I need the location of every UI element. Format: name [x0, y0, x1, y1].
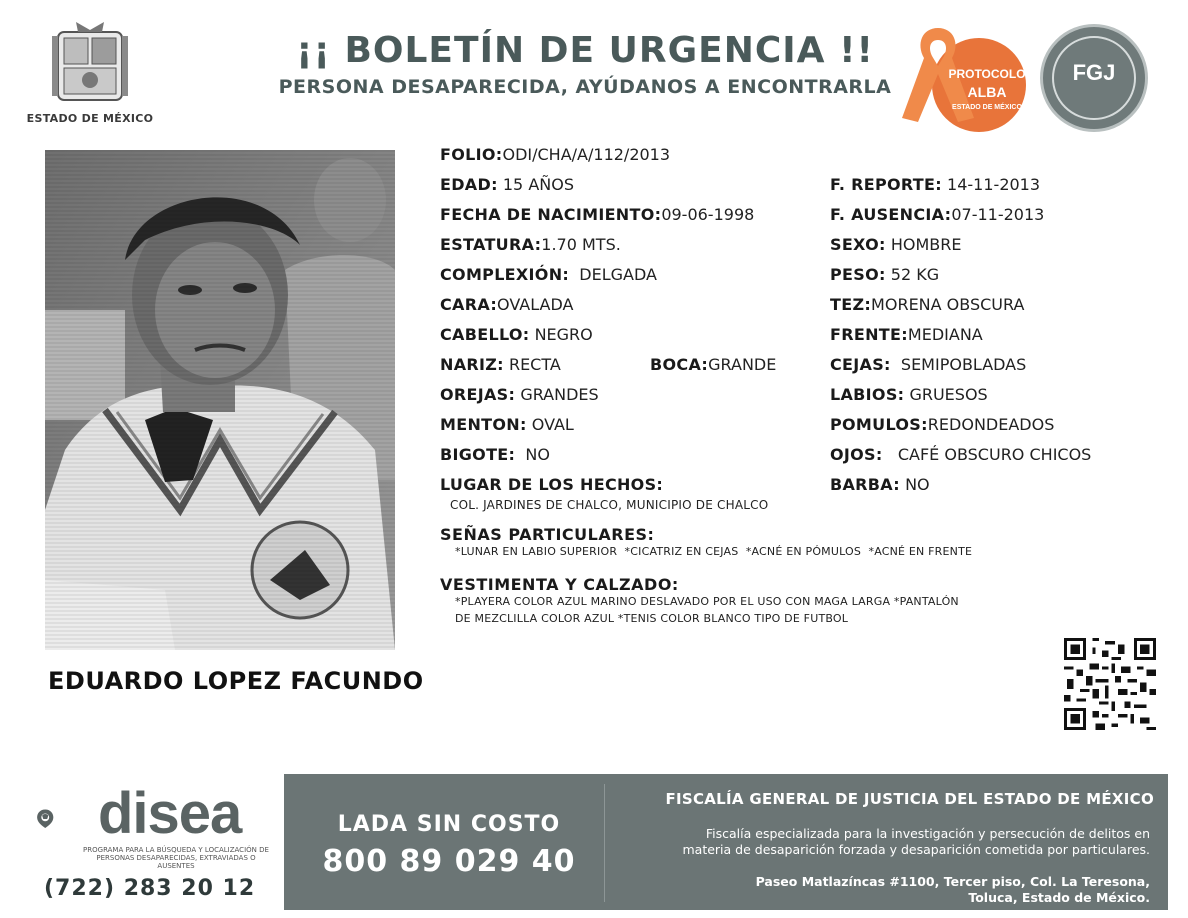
address-line2: Toluca, Estado de México. — [968, 890, 1150, 905]
cara-value: OVALADA — [497, 295, 574, 314]
odisea-description: PROGRAMA PARA LA BÚSQUEDA Y LOCALIZACIÓN DE PERSONAS DESAPARECIDAS, EXTRAVIADAS O AUSENTES — [83, 846, 269, 870]
fiscalia-desc-line2: materia de desaparición forzada y desaparición cometida por particulares. — [682, 842, 1150, 857]
cabello-value: NEGRO — [534, 325, 593, 344]
field-cabello — [440, 325, 593, 345]
barba-value: NO — [905, 475, 930, 494]
edad-label: EDAD: — [440, 175, 498, 194]
complexion-value: DELGADA — [579, 265, 657, 284]
field-estatura — [440, 235, 621, 255]
field-barba — [830, 475, 930, 495]
alba-line2: ALBA — [967, 84, 1007, 100]
field-nacimiento — [440, 205, 754, 225]
field-lugar — [440, 475, 663, 495]
menton-label: MENTON: — [440, 415, 527, 434]
reporte-label: F. REPORTE: — [830, 175, 942, 194]
lada-number: 800 89 029 40 — [322, 844, 576, 879]
address-line1: Paseo Matlazíncas #1100, Tercer piso, Col. La Teresona, — [755, 874, 1150, 889]
sexo-label: SEXO: — [830, 235, 886, 254]
panel-divider — [604, 784, 605, 902]
portrait-image — [45, 150, 395, 650]
tez-value: MORENA OBSCURA — [871, 295, 1025, 314]
menton-value: OVAL — [531, 415, 574, 434]
field-menton — [440, 415, 574, 435]
vestimenta-line2: DE MEZCLILLA COLOR AZUL *TENIS COLOR BLANCO TIPO DE FUTBOL — [455, 612, 849, 625]
vestimenta-line1: *PLAYERA COLOR AZUL MARINO DESLAVADO POR EL USO CON MAGA LARGA *PANTALÓN — [455, 595, 959, 608]
cara-label: CARA: — [440, 295, 498, 314]
field-nariz — [440, 355, 561, 375]
lada-label: LADA SIN COSTO — [337, 812, 561, 837]
complexion-label: COMPLEXIÓN: — [440, 265, 570, 284]
estatura-label: ESTATURA: — [440, 235, 542, 254]
field-complexion — [440, 265, 657, 285]
field-folio — [440, 145, 670, 165]
ausencia-value: 07-11-2013 — [951, 205, 1045, 224]
boca-value: GRANDE — [708, 355, 777, 374]
tez-label: TEZ: — [830, 295, 872, 314]
orejas-value: GRANDES — [520, 385, 599, 404]
field-boca — [650, 355, 776, 375]
field-edad — [440, 175, 574, 195]
alba-line1: PROTOCOLO — [948, 67, 1026, 81]
ojos-label: OJOS: — [830, 445, 883, 464]
missing-person-photo — [45, 150, 395, 650]
ausencia-label: F. AUSENCIA: — [830, 205, 952, 224]
frente-label: FRENTE: — [830, 325, 908, 344]
ojos-value: CAFÉ OBSCURO CHICOS — [897, 445, 1092, 464]
fgj-seal-icon — [1040, 24, 1148, 132]
bigote-value: NO — [525, 445, 550, 464]
cejas-label: CEJAS: — [830, 355, 891, 374]
person-name: EDUARDO LOPEZ FACUNDO — [48, 667, 424, 695]
folio-label: FOLIO: — [440, 145, 503, 164]
field-reporte — [830, 175, 1040, 195]
pomulos-label: POMULOS: — [830, 415, 928, 434]
nariz-label: NARIZ: — [440, 355, 504, 374]
orejas-label: OREJAS: — [440, 385, 516, 404]
senas-value: *LUNAR EN LABIO SUPERIOR *CICATRIZ EN CEJAS *ACNÉ EN PÓMULOS *ACNÉ EN FRENTE — [455, 545, 973, 558]
field-bigote — [440, 445, 550, 465]
barba-label: BARBA: — [830, 475, 900, 494]
field-peso — [830, 265, 939, 285]
peso-label: PESO: — [830, 265, 886, 284]
field-cara — [440, 295, 573, 315]
field-sexo — [830, 235, 961, 255]
odisea-wordmark: disea — [98, 781, 242, 846]
labios-value: GRUESOS — [909, 385, 988, 404]
senas-title: SEÑAS PARTICULARES: — [440, 525, 655, 544]
boca-label: BOCA: — [650, 355, 709, 374]
peso-value: 52 KG — [890, 265, 940, 284]
reporte-value: 14-11-2013 — [947, 175, 1041, 194]
field-tez — [830, 295, 1024, 315]
bigote-label: BIGOTE: — [440, 445, 516, 464]
bulletin-title: ¡¡ BOLETÍN DE URGENCIA !! — [296, 30, 874, 71]
fgj-label: FGJ — [1072, 60, 1116, 85]
lugar-value: COL. JARDINES DE CHALCO, MUNICIPIO DE CHALCO — [450, 498, 769, 512]
state-crest-icon — [50, 18, 130, 108]
fiscalia-address — [610, 874, 1150, 906]
state-label: ESTADO DE MÉXICO — [26, 112, 154, 125]
pomulos-value: REDONDEADOS — [927, 415, 1055, 434]
fiscalia-description — [610, 826, 1150, 858]
protocolo-alba-logo — [898, 22, 1030, 134]
nariz-value: RECTA — [508, 355, 561, 374]
lugar-label: LUGAR DE LOS HECHOS: — [440, 475, 664, 494]
field-ausencia — [830, 205, 1044, 225]
nacimiento-value: 09-06-1998 — [661, 205, 755, 224]
qr-code-icon — [1064, 638, 1156, 730]
edad-value: 15 AÑOS — [502, 175, 574, 194]
fiscalia-desc-line1: Fiscalía especializada para la investigación y persecución de delitos en — [705, 826, 1150, 841]
labios-label: LABIOS: — [830, 385, 905, 404]
vestimenta-title: VESTIMENTA Y CALZADO: — [440, 575, 679, 594]
alba-line3: ESTADO DE MÉXICO — [952, 104, 1022, 111]
fiscalia-title: FISCALÍA GENERAL DE JUSTICIA DEL ESTADO DE MÉXICO — [665, 790, 1154, 808]
bulletin-subtitle: PERSONA DESAPARECIDA, AYÚDANOS A ENCONTRARLA — [278, 76, 892, 98]
field-ojos — [830, 445, 1091, 465]
cejas-value: SEMIPOBLADAS — [900, 355, 1027, 374]
cabello-label: CABELLO: — [440, 325, 530, 344]
field-cejas — [830, 355, 1026, 375]
odisea-phone: (722) 283 20 12 — [44, 876, 256, 901]
estatura-value: 1.70 MTS. — [541, 235, 621, 254]
field-labios — [830, 385, 988, 405]
field-pomulos — [830, 415, 1054, 435]
sexo-value: HOMBRE — [890, 235, 962, 254]
field-frente — [830, 325, 983, 345]
nacimiento-label: FECHA DE NACIMIENTO: — [440, 205, 662, 224]
field-orejas — [440, 385, 599, 405]
folio-value: ODI/CHA/A/112/2013 — [502, 145, 671, 164]
frente-value: MEDIANA — [907, 325, 983, 344]
